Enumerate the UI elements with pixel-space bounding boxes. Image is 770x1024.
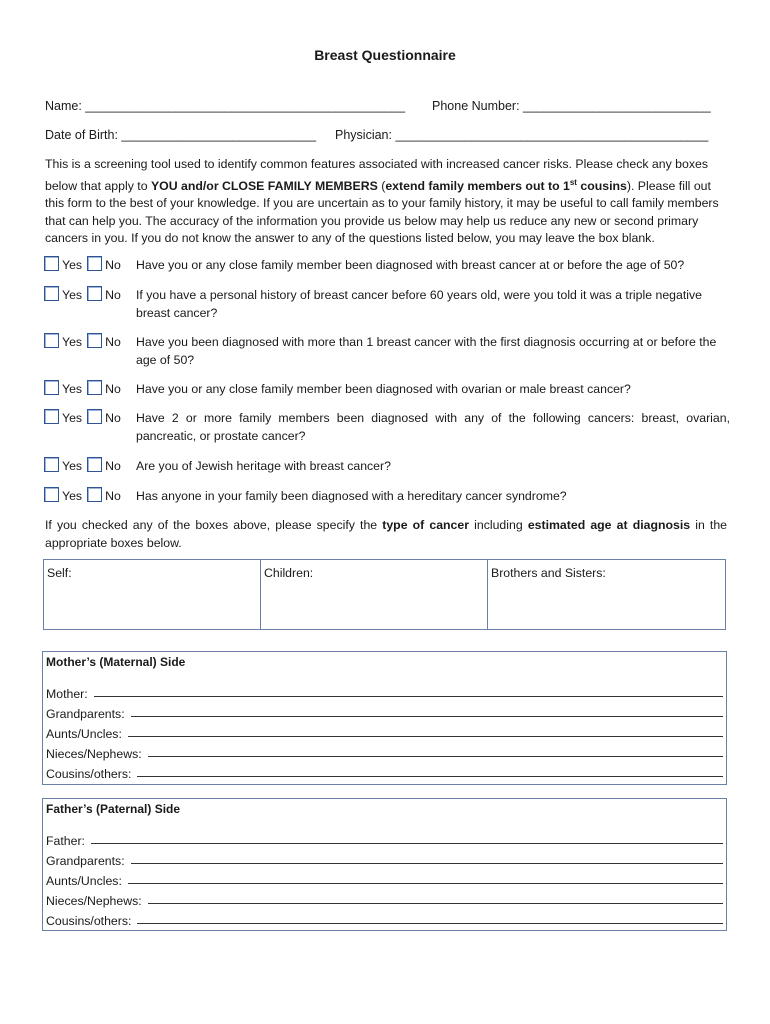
question-6 bbox=[44, 457, 730, 475]
no-label: No bbox=[105, 258, 121, 272]
intro-paragraph: This is a screening tool used to identify common features associated with increased cancer risks. Please check any boxes below that apply to YOU and/or CLOSE FAMILY MEMBERS (extend family members out to 1st cousins). Please fill out this form to the best of your knowledge. If you are uncertain as to your family history, it may be useful to call family members that can help you. The accuracy of the information you provide us below may help us reduce any new or second primary cancers in you. If you do not know the answer to any of the questions listed below, you may leave the box blank. bbox=[45, 157, 719, 246]
paternal-side-section bbox=[42, 798, 727, 931]
question-text: Has anyone in your family been diagnosed with a hereditary cancer syndrome? bbox=[136, 489, 567, 503]
question-text: Have 2 or more family members been diagnosed with any of the following cancers: breast, ovarian, pancreatic, or prostate cancer? bbox=[136, 411, 730, 443]
diagnosis-table bbox=[43, 559, 726, 630]
question-7 bbox=[44, 487, 730, 505]
yes-label: Yes bbox=[62, 411, 83, 425]
paternal-row-nieces-nephews bbox=[46, 888, 723, 908]
no-label: No bbox=[105, 288, 121, 302]
phone-number-field[interactable]: Phone Number: ___________________________ bbox=[432, 99, 711, 113]
no-label: No bbox=[105, 335, 121, 349]
no-label: No bbox=[105, 489, 121, 503]
page-title: Breast Questionnaire bbox=[314, 47, 456, 63]
siblings-cell[interactable] bbox=[487, 560, 725, 629]
paternal-aunts-uncles-input[interactable] bbox=[128, 871, 723, 884]
maternal-row-grandparents bbox=[46, 701, 723, 721]
maternal-grandparents-input[interactable] bbox=[131, 704, 723, 717]
paternal-side-title: Father’s (Paternal) Side bbox=[46, 802, 181, 816]
paternal-row-father bbox=[46, 828, 723, 848]
no-checkbox[interactable] bbox=[87, 409, 102, 424]
row-label: Grandparents: bbox=[46, 707, 125, 721]
paternal-row-aunts-uncles bbox=[46, 868, 723, 888]
physician-field[interactable]: Physician: _____________________________________________ bbox=[335, 128, 709, 142]
specify-instructions: If you checked any of the boxes above, please specify the type of cancer including estimated age at diagnosis in the appropriate boxes below. bbox=[45, 518, 727, 550]
yes-checkbox[interactable] bbox=[44, 457, 59, 472]
yes-checkbox[interactable] bbox=[44, 409, 59, 424]
yes-checkbox[interactable] bbox=[44, 256, 59, 271]
question-2 bbox=[44, 286, 730, 322]
row-label: Mother: bbox=[46, 687, 88, 701]
paternal-row-cousins bbox=[46, 908, 723, 928]
no-label: No bbox=[105, 411, 121, 425]
mother-input[interactable] bbox=[94, 684, 723, 697]
self-cell[interactable] bbox=[44, 560, 260, 629]
father-input[interactable] bbox=[91, 831, 723, 844]
name-field[interactable]: Name: ______________________________________________ bbox=[45, 99, 406, 113]
maternal-row-mother bbox=[46, 681, 723, 701]
maternal-side-section bbox=[42, 651, 727, 785]
yes-label: Yes bbox=[62, 382, 83, 396]
question-text: Have you or any close family member been diagnosed with breast cancer at or before the age of 50? bbox=[136, 258, 685, 272]
no-checkbox[interactable] bbox=[87, 457, 102, 472]
row-label: Aunts/Uncles: bbox=[46, 874, 122, 888]
question-text: If you have a personal history of breast cancer before 60 years old, were you told it was a triple negative breast cancer? bbox=[136, 288, 702, 320]
yes-checkbox[interactable] bbox=[44, 333, 59, 348]
no-checkbox[interactable] bbox=[87, 333, 102, 348]
row-label: Father: bbox=[46, 834, 85, 848]
row-label: Grandparents: bbox=[46, 854, 125, 868]
question-1 bbox=[44, 256, 730, 274]
paternal-cousins-input[interactable] bbox=[137, 911, 723, 924]
children-cell[interactable] bbox=[260, 560, 487, 629]
question-text: Are you of Jewish heritage with breast cancer? bbox=[136, 459, 391, 473]
yes-label: Yes bbox=[62, 335, 83, 349]
row-label: Aunts/Uncles: bbox=[46, 727, 122, 741]
yes-checkbox[interactable] bbox=[44, 487, 59, 502]
maternal-row-aunts-uncles bbox=[46, 721, 723, 741]
paternal-row-grandparents bbox=[46, 848, 723, 868]
yes-label: Yes bbox=[62, 459, 83, 473]
yes-label: Yes bbox=[62, 489, 83, 503]
row-label: Nieces/Nephews: bbox=[46, 747, 142, 761]
question-4 bbox=[44, 380, 730, 398]
yes-checkbox[interactable] bbox=[44, 380, 59, 395]
paternal-grandparents-input[interactable] bbox=[131, 851, 723, 864]
maternal-cousins-input[interactable] bbox=[137, 764, 723, 777]
yes-label: Yes bbox=[62, 288, 83, 302]
no-label: No bbox=[105, 459, 121, 473]
self-label: Self: bbox=[47, 566, 72, 580]
yes-checkbox[interactable] bbox=[44, 286, 59, 301]
maternal-side-title: Mother’s (Maternal) Side bbox=[46, 655, 186, 669]
maternal-row-cousins bbox=[46, 761, 723, 781]
siblings-label: Brothers and Sisters: bbox=[491, 566, 606, 580]
no-checkbox[interactable] bbox=[87, 256, 102, 271]
no-checkbox[interactable] bbox=[87, 487, 102, 502]
row-label: Nieces/Nephews: bbox=[46, 894, 142, 908]
question-5 bbox=[44, 409, 730, 445]
no-checkbox[interactable] bbox=[87, 286, 102, 301]
question-text: Have you or any close family member been diagnosed with ovarian or male breast cancer? bbox=[136, 382, 631, 396]
paternal-nieces-nephews-input[interactable] bbox=[148, 891, 723, 904]
no-label: No bbox=[105, 382, 121, 396]
date-of-birth-field[interactable]: Date of Birth: ____________________________ bbox=[45, 128, 317, 142]
maternal-aunts-uncles-input[interactable] bbox=[128, 724, 723, 737]
maternal-row-nieces-nephews bbox=[46, 741, 723, 761]
row-label: Cousins/others: bbox=[46, 767, 132, 781]
children-label: Children: bbox=[264, 566, 314, 580]
question-text: Have you been diagnosed with more than 1 breast cancer with the first diagnosis occurring at or before the age of 50? bbox=[136, 335, 717, 367]
row-label: Cousins/others: bbox=[46, 914, 132, 928]
yes-label: Yes bbox=[62, 258, 83, 272]
no-checkbox[interactable] bbox=[87, 380, 102, 395]
question-3 bbox=[44, 333, 730, 369]
maternal-nieces-nephews-input[interactable] bbox=[148, 744, 723, 757]
